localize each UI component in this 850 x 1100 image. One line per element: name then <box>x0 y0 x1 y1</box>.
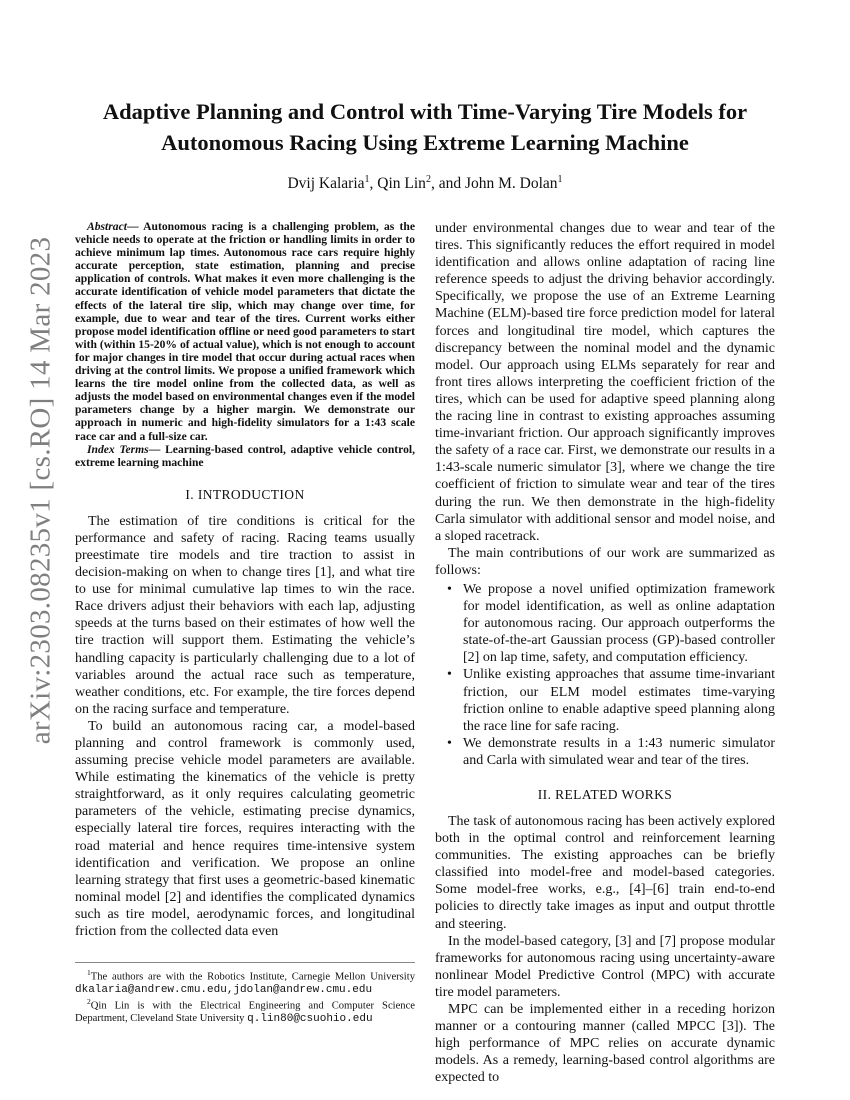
footnote-2-text: Qin Lin is with the Electrical Engineering and Computer Science Department, Cleveland State University <box>75 1000 415 1025</box>
index-terms-label: Index Terms <box>87 442 149 456</box>
contributions-intro: The main contributions of our work are summarized as follows: <box>435 545 775 578</box>
footnote-2 <box>75 996 415 1025</box>
abstract: Abstract— Autonomous racing is a challenging problem, as the vehicle needs to operate at the friction or handling limits in order to achieve minimum lap times. Autonomous race cars require highly accurate perception, state estimation, planning and precise application of controls. What makes it even more challenging is the accurate identification of vehicle model parameters that dictate the effects of the lateral tire slip, which may change over time, for example, due to wear and tear of the tires. Current works either propose model identification offline or need good parameters to start with (within 15-20% of actual value), which is not enough to account for major changes in tire model that occur during actual races when driving at the control limits. We propose a unified framework which learns the tire model online from the collected data, as well as adjusts the model based on environmental changes even if the model parameters change by a higher margin. We demonstrate our approach in numeric and high-fidelity simulators for a 1:43 scale race car and a full-size car. <box>75 220 415 443</box>
abstract-label: Abstract <box>87 220 127 233</box>
introduction-heading: I. INTRODUCTION <box>185 486 305 502</box>
contribution-item: • Unlike existing approaches that assume time-invariant friction, our ELM model estimates time-varying friction online to enable adaptive speed planning along the race line for safe racing. <box>463 666 775 734</box>
author-1-affiliation: 1 <box>364 174 370 185</box>
intro-paragraph-1: The estimation of tire conditions is critical for the performance and safety of racing. Racing teams usually preestimate tire models and tire traction to assist in decision-making on when to change tires [1], and what tire to use for minimal cumulative lap times to win the race. Race drivers adjust their behaviors with each lap, adjusting speeds at the turns based on their estimates of how well the tire traction will support them. Estimating the vehicle’s handling capacity is particularly challenging due to a lot of variables around the actual race such as temperature, weather conditions, etc. For example, the tire forces depend on the racing surface and temperature. <box>75 513 415 717</box>
related-works-heading: II. RELATED WORKS <box>537 787 673 802</box>
footnotes <box>75 962 415 1026</box>
footnote-1-email[interactable]: dkalaria@andrew.cmu.edu,jdolan@andrew.cmu.edu <box>75 983 373 996</box>
related-paragraph-2: In the model-based category, [3] and [7] propose modular frameworks for autonomous racing using uncertainty-aware nonlinear Model Predictive Control (MPC) with accurate tire model parameters. <box>435 933 775 1000</box>
author-list: Dvij Kalaria$^1$, Qin Lin$^2$, and John M. Dolan$^1$ <box>287 174 563 193</box>
index-terms-text: Learning-based control, adaptive vehicle control, extreme learning machine <box>75 442 415 469</box>
right-column <box>435 220 775 1087</box>
author-3: and John M. Dolan <box>438 175 558 193</box>
author-2-affiliation: 2 <box>425 174 431 185</box>
intro-paragraph-2: To build an autonomous racing car, a model-based planning and control framework is commonly used, assuming precise vehicle model parameters are available. While estimating the kinematics of the vehicle is pretty straightforward, as it only requires calculating geometric parameters of the vehicle, estimating precise dynamics, especially lateral tire forces, requires interacting with the road material and hence requires time-intensive system identification and verification. We propose an online learning strategy that first uses a geometric-based kinematic nominal model [2] and identifies the complicated dynamics such as tire model, aerodynamic forces, and longitudinal friction from the collected data even <box>75 718 415 940</box>
author-1: Dvij Kalaria <box>287 175 365 193</box>
intro-paragraph-continued: under environmental changes due to wear and tear of the tires. This significantly reduces the effort required in model identification and allows online adaptation of racing line reference speeds to adjust the driving behavior accordingly. Specifically, we propose the use of an Extreme Learning Machine (ELM)-based tire force prediction model for lateral forces and longitudinal tire model, which captures the discrepancy between the nominal model and the dynamic model. Our approach using ELMs separately for rear and front tires allows interpreting the coefficient friction of the tires, which can be used for adaptive speed planning along the racing line in contrast to existing approaches assuming time-invariant friction. Our approach significantly improves the safety of a race car. First, we demonstrate our results in a 1:43-scale numeric simulator [3], where we change the tire coefficient of friction to simulate wear and tear of the tires during the run. We then demonstrate in the high-fidelity Carla simulator with additional sensor and model noise, and a sloped racetrack. <box>435 221 775 544</box>
left-column <box>75 220 415 940</box>
footnote-1-marker: 1 <box>87 968 91 977</box>
contribution-item: • We propose a novel unified optimization framework for model identification, as well as online adaptation for autonomous racing. Our approach outperforms the state-of-the-art Gaussian process (GP)-based controller [2] on lap time, safety, and computation efficiency. <box>463 581 775 666</box>
related-paragraph-3: MPC can be implemented either in a receding horizon manner or a contouring manner (called MPCC [3]). The high performance of MPC relies on accurate dynamic models. As a remedy, learning-based control algorithms are expected to <box>435 1002 775 1086</box>
contributions-list <box>435 581 775 769</box>
related-paragraph-1: The task of autonomous racing has been actively explored both in the optimal control and reinforcement learning communities. The existing approaches can be briefly classified into model-free and model-based categories. Some model-free works, e.g., [4]–[6] train end-to-end policies to directly take images as input and output throttle and steering. <box>435 814 775 932</box>
index-terms: Index Terms— Learning-based control, adaptive vehicle control, extreme learning machine <box>75 442 415 469</box>
arxiv-identifier-text: arXiv:2303.08235v1 [cs.RO] 14 Mar 2023 <box>24 236 57 744</box>
footnote-2-marker: 2 <box>87 997 91 1007</box>
footnote-1-text: The authors are with the Robotics Institute, Carnegie Mellon University <box>90 971 415 983</box>
footnote-2-email[interactable]: q.lin80@csuohio.edu <box>247 1013 373 1026</box>
author-2: Qin Lin <box>377 175 426 193</box>
author-3-affiliation: 1 <box>557 174 563 185</box>
paper-title: Adaptive Planning and Control with Time-Varying Tire Models for Autonomous Racing Using Extreme Learning Machine <box>102 99 748 155</box>
arxiv-identifier <box>20 236 62 744</box>
abstract-text: Autonomous racing is a challenging problem, as the vehicle needs to operate at the friction or handling limits in order to achieve minimum lap times. Autonomous race cars require highly accurate perception, state estimation, planning and precise application of controls. What makes it even more challenging is the accurate identification of vehicle model parameters that dictate the effects of the lateral tire slip, which may change over time, for example, due to wear and tear of the tires. Current works either propose model identification offline or need good parameters to start with (within 15-20% of actual value), which is not enough to account for major changes in tire model that occur during actual races when driving at the control limits. We propose a unified framework which learns the tire model online from the collected data, as well as adjusts the model based on environmental changes even if the model parameters change by a higher margin. We demonstrate our approach in numeric and high-fidelity simulators for a 1:43 scale race car and a full-size car. <box>75 220 415 443</box>
contribution-item: • We demonstrate results in a 1:43 numeric simulator and Carla with simulated wear and tear of the tires. <box>463 735 775 769</box>
footnote-1 <box>75 967 415 996</box>
